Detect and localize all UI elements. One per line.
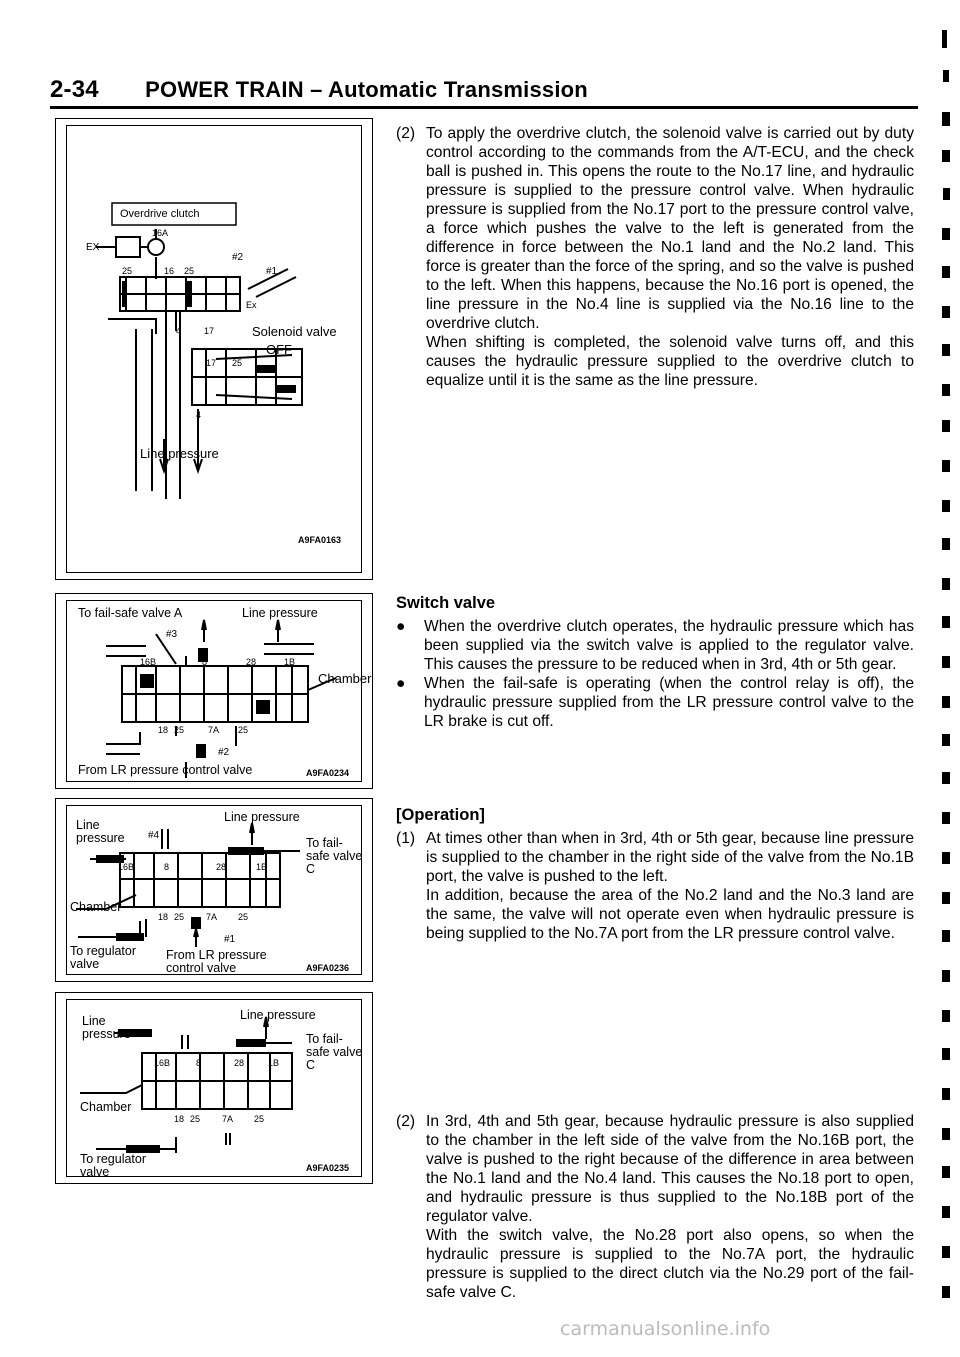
port-25-label-a: 25 [122,266,133,276]
port-8-label: 8 [202,657,208,667]
port-25-label-b: 25 [238,912,249,922]
paragraph-operation-2 [396,1112,914,1302]
bullet-marker: ● [396,618,406,635]
paragraph-text: At times other than when in 3rd, 4th or 5th gear, because line pressure is supplied to the chamber in the right side of the valve from the No.1B port, the valve is pushed to the left. [426,830,914,885]
figure-switch-valve-position-2 [55,992,373,1184]
port-8-label: 8 [196,1058,202,1068]
port-8-label: 8 [164,862,170,872]
ball-2-label: #2 [218,747,230,758]
figure-code: A9FA0236 [306,963,350,973]
ball-1-label: #1 [266,266,278,277]
to-failsafe-c-label: To fail-safe valve C [306,1032,363,1072]
switch-valve-diagram-a [56,594,372,788]
port-16b-label: 16B [140,657,157,667]
page-number: 2-34 [50,76,99,103]
item-number: (1) [396,830,416,847]
paragraph-text: To apply the overdrive clutch, the solenoid valve is carried out by duty control according to the commands from the A/T-ECU, and the check ball is pushed in. This opens the route to the No.17 line, and hydraulic pressure is supplied to the pressure control valve. When hydraulic pressure is supplied from the No.17 port to the pressure control valve, a force which pushes the valve to the left is generated from the difference in force between the No.1 land and the No.2 land. This force is greater than the force of the spring, and so the valve is pushed to the left. When this happens, because the No.16 port is opened, the line pressure in the No.4 line is supplied via the No.16 line to the overdrive clutch. [426,125,914,332]
figure-code: A9FA0235 [306,1163,350,1173]
bullet-text: When the overdrive clutch operates, the hydraulic pressure which has been supplied via the switch valve is applied to the regulator valve. This causes the pressure to be reduced when in 3rd, 4th or 5th gear. [424,618,914,673]
item-number: (2) [396,1113,416,1130]
chamber-label: Chamber [318,671,372,686]
overdrive-clutch-label: Overdrive clutch [120,208,200,220]
port-25-label-c: 25 [232,358,243,368]
line-pressure-label: Line pressure [242,606,318,620]
figure-code: A9FA0234 [306,768,350,778]
ex-left-label: EX [86,242,100,253]
line-pressure-left-label: Line pressure [76,818,125,845]
port-4-label-b: 4 [196,410,202,420]
figure-switch-valve-position-1 [55,798,373,982]
figure-overdrive-clutch [55,118,373,580]
port-16a-label: 16A [152,228,169,238]
line-pressure-top-label: Line pressure [240,1008,316,1022]
ex-right-label: Ex [246,300,257,310]
to-failsafe-c-label: To fail-safe valve C [306,836,363,876]
port-1b-label: 1B [256,862,268,872]
header-rule [50,106,918,109]
section-switch-valve [396,594,914,731]
bullet-marker: ● [396,675,406,692]
port-25-label-a: 25 [174,912,185,922]
page-header [50,76,588,104]
port-7a-label: 7A [208,725,220,735]
port-17-label-a: 17 [204,326,215,336]
ball-1-label: #1 [224,934,236,945]
bullet-item [396,617,914,674]
port-18-label: 18 [158,725,169,735]
paragraph-text-continued: When shifting is completed, the solenoid valve turns off, and this causes the hydraulic pressure supplied to the overdrive clutch to equalize until it is the same as the line pressure. [426,334,914,389]
port-1b-label: 1B [268,1058,280,1068]
port-25-label-b: 25 [184,266,195,276]
to-regulator-label: To regulator valve [70,944,137,971]
port-25-label-b: 25 [238,725,249,735]
port-25-label-a: 25 [174,725,185,735]
chamber-label: Chamber [80,1100,132,1114]
port-17-label-b: 17 [206,358,217,368]
to-failsafe-a-label: To fail-safe valve A [78,606,183,620]
port-7a-label: 7A [222,1114,234,1124]
section-heading: [Operation] [396,806,485,824]
section-heading: Switch valve [396,594,496,612]
bullet-text: When the fail-safe is operating (when the control relay is off), the hydraulic pressure supplied from the LR pressure control valve to the LR brake is cut off. [424,675,914,730]
solenoid-state-label: OFF [266,342,292,357]
binding-edge-marks [930,0,960,1357]
port-28-label: 28 [246,657,257,667]
overdrive-valve-diagram [56,119,372,579]
paragraph-overdrive [396,124,914,390]
paragraph-text-continued: With the switch valve, the No.28 port also opens, so when the hydraulic pressure is supplied to the No.7A port, the hydraulic pressure is supplied to the direct clutch via the No.29 port of the fail-safe valve C. [426,1227,914,1301]
line-pressure-left-label: Line pressure [82,1014,131,1041]
chamber-label: Chamber [70,900,122,914]
line-pressure-label: Line pressure [140,446,219,461]
line-pressure-top-label: Line pressure [224,810,300,824]
watermark: carmanualsonline.info [560,1318,771,1340]
section-operation [396,806,914,943]
port-16-label: 16 [164,266,175,276]
port-25-label-b: 25 [254,1114,265,1124]
from-lr-label: From LR pressure control valve [166,948,267,975]
to-regulator-label: To regulator valve [80,1152,147,1179]
figure-switch-valve-failsafe [55,593,373,789]
port-25-label-a: 25 [190,1114,201,1124]
paragraph-text: In 3rd, 4th and 5th gear, because hydraulic pressure is also supplied to the chamber in the left side of the valve from the No.16B port, the valve is pushed to the right because of the difference in area between the No.1 land and the No.4 land. This causes the No.18 port to open, and hydraulic pressure is thus supplied to the No.18B port of the regulator valve. [426,1113,914,1225]
ball-3-label: #3 [166,629,178,640]
port-18-label: 18 [158,912,169,922]
paragraph-text-continued: In addition, because the area of the No.2 land and the No.3 land are the same, the valve will not operate even when hydraulic pressure is being supplied to the No.7A port from the LR pressure control valve. [426,887,914,942]
figure-code: A9FA0163 [298,535,342,545]
port-28-label: 28 [216,862,227,872]
port-1b-label: 1B [284,657,296,667]
solenoid-valve-label: Solenoid valve [252,324,337,339]
port-16b-label: 16B [118,862,135,872]
ball-2-label: #2 [232,252,244,263]
port-28-label: 28 [234,1058,245,1068]
from-lr-label: From LR pressure control valve [78,763,253,777]
page-title: POWER TRAIN – Automatic Transmission [145,77,588,102]
port-16b-label: 16B [154,1058,171,1068]
bullet-item [396,674,914,731]
port-4-label-a: 4 [176,326,182,336]
port-7a-label: 7A [206,912,218,922]
item-number: (2) [396,125,416,142]
ball-4-label: #4 [148,830,160,841]
port-18-label: 18 [174,1114,185,1124]
